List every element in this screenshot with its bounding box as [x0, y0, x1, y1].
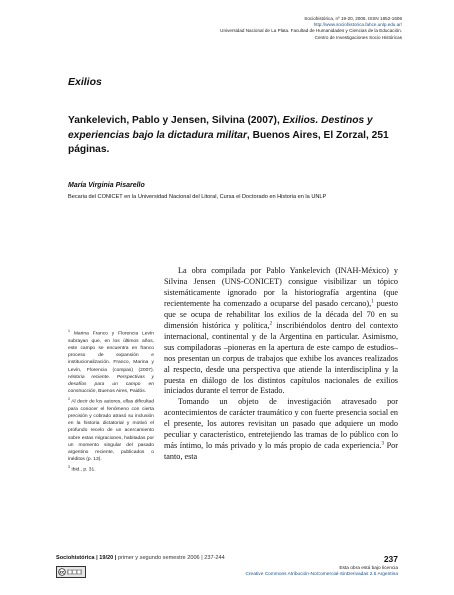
footer-journal-name: Sociohistórica	[56, 555, 95, 561]
author-affiliation: Becaria del CONICET en la Universidad Nacional del Litoral, Cursa el Doctorado en Historia en la UNLP	[68, 194, 327, 200]
footnote-text: Al decir de los autores, ellas dificultad para conocer el fenómeno con cierta precisión y cobrado atrasó su inclusión en la historia dictatorial y motivó el profundo recelo de un acercamiento sobre estas migraciones, habitadas por un momento singular del pasado argentino reciente, publicados o inéditos (p. 13).	[68, 399, 154, 463]
body-paragraph-1	[164, 266, 398, 397]
section-title: Exilios	[68, 76, 102, 88]
license-link[interactable]: Creative Commons Atribución-NoComercial-SinDerivadas 2.5 Argentina	[245, 572, 398, 577]
body-text-run: puesto que se ocupa de rehabilitar los exilios de la década del 70 en su dimensión histórica y política,	[164, 298, 398, 330]
footnote-text: Ibid., p. 31.	[71, 467, 96, 473]
author-name: María Virginia Pisarello	[68, 182, 145, 189]
body-text-run: Por tanto, esta	[164, 441, 398, 462]
cc-logo-text: cc	[59, 569, 65, 575]
footnote-ref-3[interactable]: 3	[381, 441, 384, 447]
body-text	[164, 266, 398, 463]
footnote-1	[68, 328, 154, 395]
license-notice	[158, 566, 398, 578]
footnote-number: 3	[68, 464, 70, 469]
creative-commons-badge[interactable]	[56, 566, 86, 578]
journal-header	[102, 16, 402, 41]
footnote-ref-1[interactable]: 1	[371, 299, 374, 305]
license-intro: Esta obra está bajo licencia	[339, 566, 398, 571]
page-number: 237	[383, 554, 398, 564]
footnotes	[68, 328, 154, 474]
citation-book-title: Exilios. Destinos y experiencias bajo la dictadura militar	[68, 115, 373, 141]
body-text-run: inscribiéndolos dentro del contexto internacional, continental y de la Argentina en particular. Asimismo, sus compiladoras –pioneras en la apertura de este campo de estudios– nos presentan un corpus de trabajos que exhibe los avances realizados al respecto, desde una perspectiva que atiende la interdisciplina y la puesta en diálogo de los distintos capítulos nacionales de exilios iniciados durante el terror de Estado.	[164, 320, 398, 396]
footer-journal-info	[56, 555, 225, 561]
journal-issue-line: Sociohistórica, nº 19-20, 2006. ISSN 1852-1606	[304, 16, 402, 21]
footnote-2	[68, 396, 154, 463]
review-citation	[68, 114, 398, 158]
cc-logo-icon	[58, 568, 84, 576]
footnote-number: 2	[68, 396, 70, 401]
journal-url-link[interactable]: http://www.sociohistorica.fahce.unlp.edu.ar/	[313, 22, 402, 28]
footnote-ref-2[interactable]: 2	[269, 321, 273, 327]
footer-issue: | 19/20 |	[94, 555, 117, 561]
footnote-3	[68, 464, 154, 474]
research-center-line: Centro de Investigaciones Socio Históricas	[314, 34, 402, 40]
citation-publisher: , Buenos Aires, El Zorzal, 251 páginas.	[68, 129, 389, 155]
footnote-italic-title: Historia reciente. Perspectivas y desafíos para un campo en construcción	[68, 374, 154, 395]
footnote-text-tail: , Buenos Aires, Paidós.	[95, 389, 147, 395]
body-paragraph-2	[164, 397, 398, 463]
footnote-text: Marina Franco y Florencia Levín subrayan que, en los últimos años, este campo se encuentra en franco proceso de expansión e institucionalización. Franco, Marina y Levín, Florencia (compas) (2007),	[68, 331, 154, 373]
body-text-run: La obra compilada por Pablo Yankelevich (INAH-México) y Silvina Jensen (UNS-CONICET) consigue visibilizar un tópico sistemáticamente ignorado por la historiografía argentina (que recientemente ha comenzado a ocuparse del pasado cercano),	[164, 266, 398, 308]
body-text-run: Tomando un objeto de investigación atravesado por acontecimientos de carácter traumático y con fuerte presencia social en el presente, los autores revisitan un pasado que adquiere un modo peculiar y característico, entretejiendo las tramas de lo público con lo más íntimo, lo más privado y lo más propio de cada experiencia.	[164, 397, 398, 451]
footnote-number: 1	[68, 329, 70, 333]
institution-line: Universidad Nacional de La Plata. Facultad de Humanidades y Ciencias de la Educación.	[220, 28, 402, 34]
footer-period: primer y segundo semestre 2006 | 237-244	[116, 555, 225, 561]
citation-authors: Yankelevich, Pablo y Jensen, Silvina (2007),	[68, 115, 280, 126]
